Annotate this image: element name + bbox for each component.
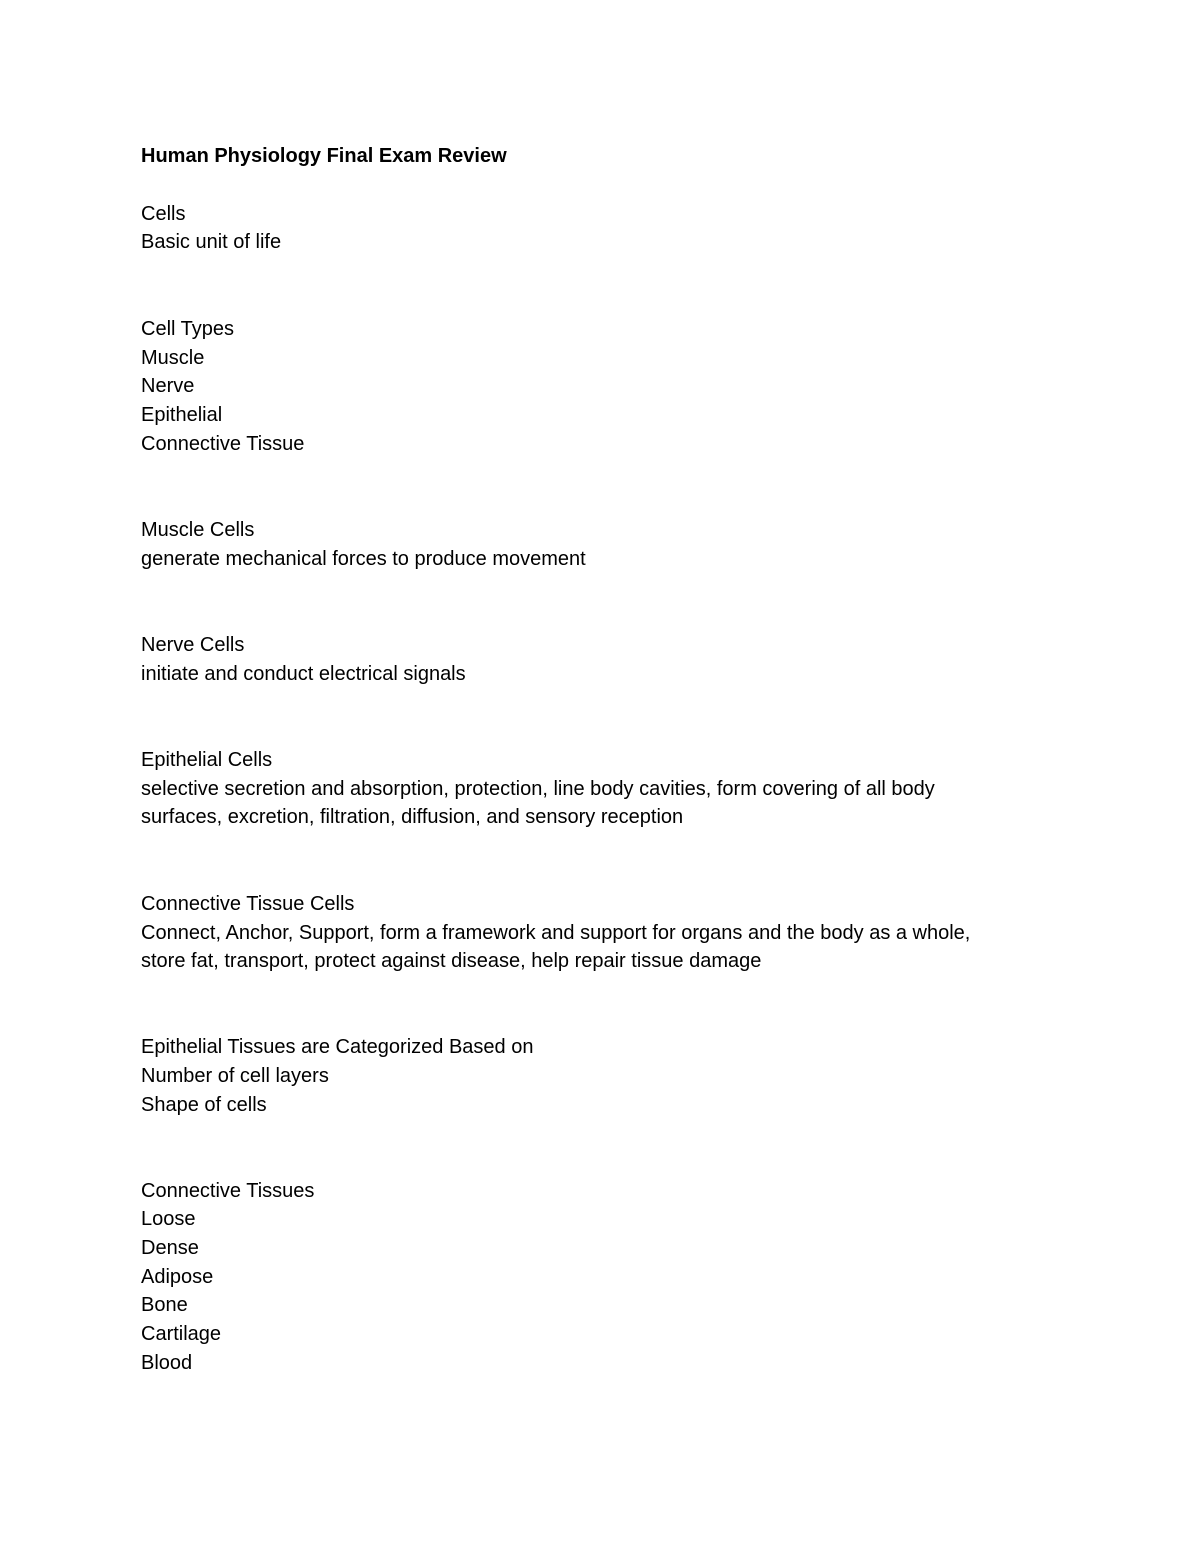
section-line: Basic unit of life bbox=[141, 231, 282, 253]
section-heading: Cells bbox=[141, 203, 186, 225]
section-line: store fat, transport, protect against disease, help repair tissue damage bbox=[141, 950, 762, 972]
section-line: selective secretion and absorption, protection, line body cavities, form covering of all body bbox=[141, 778, 935, 800]
section-heading: Cell Types bbox=[141, 318, 235, 340]
section-heading: Epithelial Tissues are Categorized Based on bbox=[141, 1036, 534, 1058]
section-line: Adipose bbox=[141, 1266, 214, 1288]
section-heading: Connective Tissue Cells bbox=[141, 893, 355, 915]
section-heading: Connective Tissues bbox=[141, 1180, 315, 1202]
section-line: Nerve bbox=[141, 375, 195, 397]
section-line: Blood bbox=[141, 1352, 193, 1374]
section-line: Connect, Anchor, Support, form a framework and support for organs and the body as a whole, bbox=[141, 922, 971, 944]
section-line: Connective Tissue bbox=[141, 433, 305, 455]
document-title: Human Physiology Final Exam Review bbox=[141, 145, 507, 167]
section-line: Cartilage bbox=[141, 1323, 222, 1345]
section-heading: Nerve Cells bbox=[141, 634, 245, 656]
section-line: Epithelial bbox=[141, 404, 223, 426]
section-line: Shape of cells bbox=[141, 1094, 267, 1116]
section-line: Bone bbox=[141, 1294, 188, 1316]
section-line: Loose bbox=[141, 1208, 196, 1230]
section-line: generate mechanical forces to produce movement bbox=[141, 548, 586, 570]
section-line: Muscle bbox=[141, 347, 205, 369]
section-heading: Muscle Cells bbox=[141, 519, 255, 541]
section-line: initiate and conduct electrical signals bbox=[141, 663, 466, 685]
section-line: Dense bbox=[141, 1237, 199, 1259]
section-line: surfaces, excretion, filtration, diffusion, and sensory reception bbox=[141, 806, 684, 828]
section-heading: Epithelial Cells bbox=[141, 749, 273, 771]
section-line: Number of cell layers bbox=[141, 1065, 329, 1087]
